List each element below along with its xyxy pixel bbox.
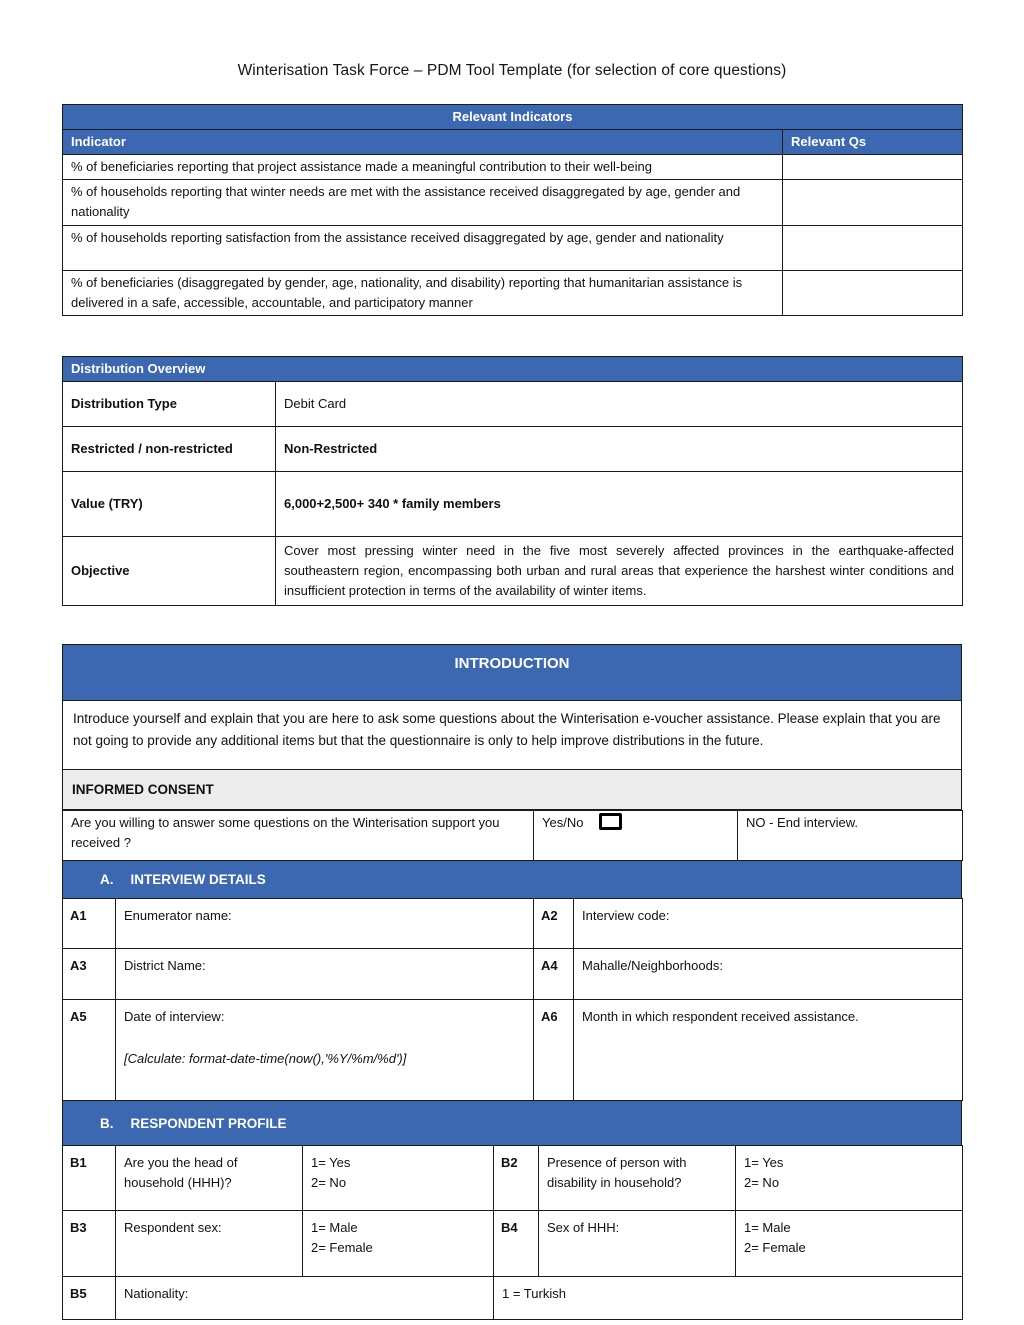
question-number: B1 bbox=[63, 1146, 116, 1211]
relevant-qs-cell bbox=[783, 180, 963, 226]
question-number: A6 bbox=[534, 1000, 574, 1101]
relevant-qs-cell bbox=[783, 271, 963, 316]
objective-value: Cover most pressing winter need in the five most severely affected provinces in the earthquake-affected southeastern region, encompassing both urban and rural areas that experience the harshest winter conditions and insufficient protection in terms of the availability of winter items. bbox=[276, 537, 963, 606]
column-header-indicator: Indicator bbox=[63, 130, 783, 155]
question-text: Are you the head of household (HHH)? bbox=[116, 1146, 303, 1211]
consent-question: Are you willing to answer some questions on the Winterisation support you received ? bbox=[63, 811, 534, 861]
restricted-value: Non-Restricted bbox=[276, 427, 963, 472]
indicator-text: % of households reporting that winter needs are met with the assistance received disaggregated by age, gender and nationality bbox=[63, 180, 783, 226]
answer-options-cell bbox=[736, 1146, 963, 1211]
distribution-row bbox=[63, 427, 963, 472]
indicator-text: % of beneficiaries reporting that project assistance made a meaningful contribution to their well-being bbox=[63, 155, 783, 180]
introduction-header: INTRODUCTION bbox=[62, 644, 962, 700]
option: 2= No bbox=[311, 1175, 347, 1190]
objective-label: Objective bbox=[63, 537, 276, 606]
column-header-relevant-qs: Relevant Qs bbox=[783, 130, 963, 155]
indicator-row bbox=[63, 271, 963, 316]
distribution-overview-title: Distribution Overview bbox=[63, 357, 963, 382]
distribution-type-label: Distribution Type bbox=[63, 382, 276, 427]
option: 1= Male bbox=[311, 1220, 358, 1235]
section-b-row bbox=[63, 1211, 963, 1277]
value-try-value: 6,000+2,500+ 340 * family members bbox=[276, 472, 963, 537]
question-number: A4 bbox=[534, 949, 574, 1000]
answer-options-cell: 1 = Turkish bbox=[494, 1277, 963, 1320]
document-title: Winterisation Task Force – PDM Tool Template (for selection of core questions) bbox=[237, 62, 787, 79]
distribution-row bbox=[63, 382, 963, 427]
option: 1= Yes bbox=[311, 1155, 351, 1170]
question-text: Presence of person with disability in household? bbox=[539, 1146, 736, 1211]
distribution-row bbox=[63, 472, 963, 537]
relevant-qs-cell bbox=[783, 155, 963, 180]
indicator-text: % of households reporting satisfaction from the assistance received disaggregated by age, gender and nationality bbox=[63, 226, 783, 271]
section-b-header bbox=[62, 1101, 962, 1145]
value-try-label: Value (TRY) bbox=[63, 472, 276, 537]
consent-yes-no-label: Yes/No bbox=[542, 815, 584, 830]
questionnaire-section bbox=[62, 644, 962, 1320]
question-number: A1 bbox=[63, 899, 116, 949]
section-a-table bbox=[62, 898, 963, 1101]
question-number: A5 bbox=[63, 1000, 116, 1101]
relevant-indicators-title: Relevant Indicators bbox=[63, 105, 963, 130]
question-text: Date of interview: bbox=[124, 1009, 225, 1024]
consent-row bbox=[63, 811, 963, 861]
indicators-column-header-row bbox=[63, 130, 963, 155]
distribution-type-value: Debit Card bbox=[276, 382, 963, 427]
relevant-indicators-table bbox=[62, 104, 963, 316]
consent-answer-cell bbox=[534, 811, 738, 861]
section-a-header bbox=[62, 861, 962, 898]
answer-options-cell bbox=[736, 1211, 963, 1277]
distribution-overview-table bbox=[62, 356, 963, 606]
section-a-row bbox=[63, 899, 963, 949]
question-text: Nationality: bbox=[116, 1277, 494, 1320]
option: 2= No bbox=[744, 1175, 780, 1190]
question-text: Interview code: bbox=[574, 899, 963, 949]
section-b-letter: B. bbox=[100, 1115, 114, 1131]
question-text: Respondent sex: bbox=[116, 1211, 303, 1277]
question-number: B3 bbox=[63, 1211, 116, 1277]
question-text: Enumerator name: bbox=[116, 899, 534, 949]
option: 2= Female bbox=[311, 1240, 373, 1255]
consent-table bbox=[62, 810, 963, 861]
question-number: B2 bbox=[494, 1146, 539, 1211]
section-b-title: RESPONDENT PROFILE bbox=[130, 1115, 287, 1131]
answer-options-cell bbox=[303, 1211, 494, 1277]
restricted-label: Restricted / non-restricted bbox=[63, 427, 276, 472]
answer-options-cell bbox=[303, 1146, 494, 1211]
question-text: District Name: bbox=[116, 949, 534, 1000]
relevant-qs-cell bbox=[783, 226, 963, 271]
document-body bbox=[62, 0, 962, 1320]
section-a-row bbox=[63, 1000, 963, 1101]
consent-no-end: NO - End interview. bbox=[738, 811, 963, 861]
calculate-note: [Calculate: format-date-time(now(),'%Y/%m/%d')] bbox=[124, 1051, 407, 1066]
question-number: A3 bbox=[63, 949, 116, 1000]
indicator-row bbox=[63, 155, 963, 180]
introduction-text: Introduce yourself and explain that you are here to ask some questions about the Winterisation e-voucher assistance. Please explain that you are not going to provide any additional items but that the questionnaire is only to help improve distributions in the future. bbox=[62, 700, 962, 770]
consent-checkbox[interactable] bbox=[599, 813, 622, 830]
section-b-row bbox=[63, 1277, 963, 1320]
question-text: Sex of HHH: bbox=[539, 1211, 736, 1277]
indicator-text: % of beneficiaries (disaggregated by gender, age, nationality, and disability) reporting that humanitarian assistance is delivered in a safe, accessible, accountable, and participatory manner bbox=[63, 271, 783, 316]
distribution-row bbox=[63, 537, 963, 606]
indicator-row bbox=[63, 226, 963, 271]
option: 1= Yes bbox=[744, 1155, 784, 1170]
section-a-title: INTERVIEW DETAILS bbox=[130, 872, 266, 887]
informed-consent-header: INFORMED CONSENT bbox=[62, 770, 962, 810]
option: 1= Male bbox=[744, 1220, 791, 1235]
section-a-row bbox=[63, 949, 963, 1000]
relevant-indicators-title-row bbox=[63, 105, 963, 130]
distribution-overview-title-row bbox=[63, 357, 963, 382]
question-number: B5 bbox=[63, 1277, 116, 1320]
section-a-letter: A. bbox=[100, 872, 114, 887]
question-number: A2 bbox=[534, 899, 574, 949]
section-b-row bbox=[63, 1146, 963, 1211]
question-text: Month in which respondent received assistance. bbox=[574, 1000, 963, 1101]
indicator-row bbox=[63, 180, 963, 226]
question-text: Mahalle/Neighborhoods: bbox=[574, 949, 963, 1000]
question-cell bbox=[116, 1000, 534, 1101]
option: 2= Female bbox=[744, 1240, 806, 1255]
question-number: B4 bbox=[494, 1211, 539, 1277]
section-b-table bbox=[62, 1145, 963, 1320]
